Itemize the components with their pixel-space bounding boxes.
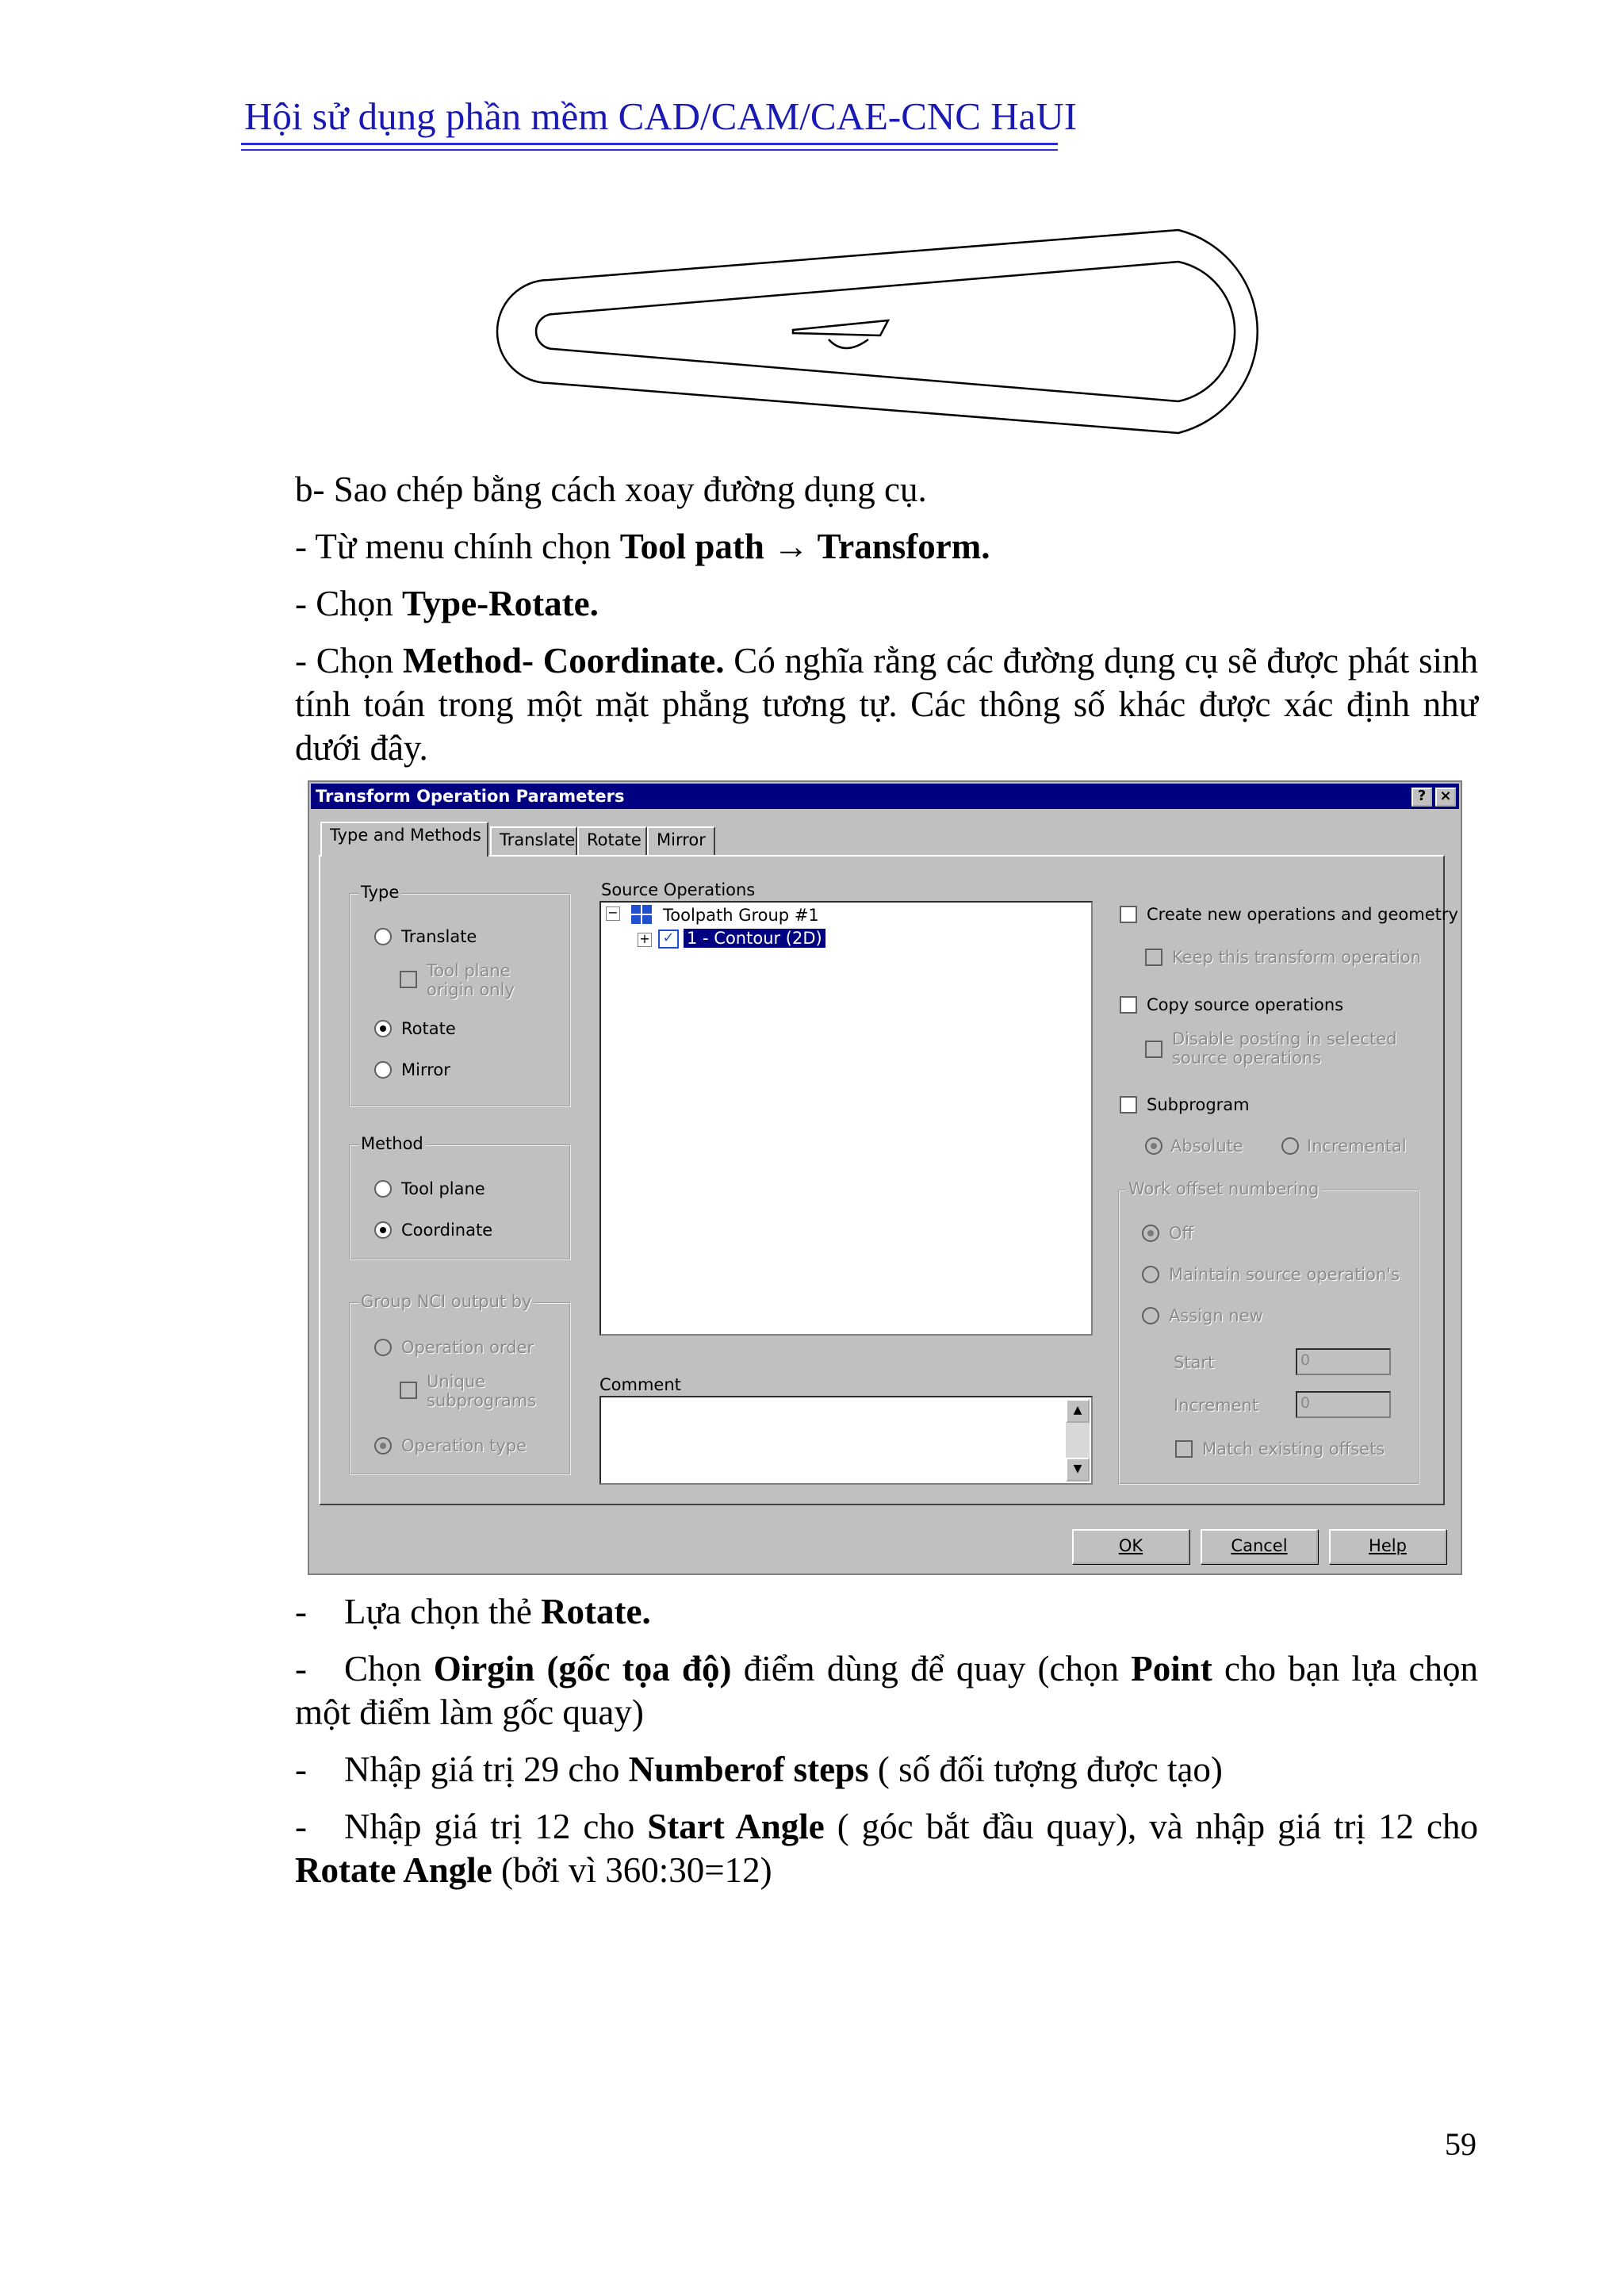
contour-operation-item[interactable]: 1 - Contour (2D) <box>684 929 825 948</box>
tool-plane-origin-label: Tool plane origin only <box>427 961 515 999</box>
checkbox-subprogram[interactable] <box>1120 1096 1137 1114</box>
work-offset-label: Work offset numbering <box>1126 1179 1321 1198</box>
header-rule <box>241 143 1058 145</box>
tab-rotate[interactable]: Rotate <box>577 826 647 855</box>
page-header: Hội sử dụng phần mềm CAD/CAM/CAE-CNC HaUI <box>244 94 1078 138</box>
mirror-label: Mirror <box>401 1060 450 1079</box>
unique-subprograms-label: Unique subprograms <box>427 1372 537 1410</box>
checkbox-copy-source[interactable] <box>1120 996 1137 1014</box>
match-existing-label: Match existing offsets <box>1202 1439 1385 1458</box>
disable-posting-label: Disable posting in selected source operations <box>1172 1029 1397 1068</box>
checkbox-tool-plane-origin[interactable] <box>400 971 417 988</box>
coordinate-label: Coordinate <box>401 1221 493 1240</box>
keep-transform-label: Keep this transform operation <box>1172 948 1422 967</box>
bullet-start-angle: - Nhập giá trị 12 cho Start Angle ( góc bắt đầu quay), và nhập giá trị 12 cho Rotate Angle (bởi vì 360:30=12) <box>295 1807 1478 1890</box>
bullet-select-rotate-tab: - Lựa chọn thẻ Rotate. <box>295 1592 651 1631</box>
header-rule-secondary <box>241 149 1058 151</box>
transform-dialog <box>308 780 1462 1575</box>
toolpath-group-icon <box>631 905 653 926</box>
radio-coordinate[interactable] <box>374 1221 392 1239</box>
radio-rotate[interactable] <box>374 1020 392 1037</box>
type-group-label: Type <box>358 883 401 902</box>
checkbox-keep-transform[interactable] <box>1145 949 1162 966</box>
translate-label: Translate <box>401 927 477 946</box>
radio-operation-order[interactable] <box>374 1339 392 1356</box>
bullet-number-of-steps: - Nhập giá trị 29 cho Numberof steps ( số đối tượng được tạo) <box>295 1750 1223 1789</box>
maintain-source-label: Maintain source operation's <box>1169 1265 1400 1284</box>
create-new-label: Create new operations and geometry <box>1147 905 1458 924</box>
method-group <box>349 1144 571 1260</box>
dialog-title: Transform Operation Parameters <box>316 787 625 806</box>
help-button[interactable]: Help <box>1329 1529 1446 1564</box>
tab-translate[interactable]: Translate <box>490 826 577 855</box>
scroll-up-icon[interactable]: ▲ <box>1066 1399 1090 1423</box>
paragraph-copy-rotate: b- Sao chép bằng cách xoay đường dụng cụ. <box>295 470 927 509</box>
operation-check-icon: ✓ <box>658 930 679 949</box>
paragraph-type-rotate: - Chọn Type-Rotate. <box>295 584 599 623</box>
cancel-button[interactable]: Cancel <box>1201 1529 1318 1564</box>
ok-button[interactable]: OK <box>1072 1529 1189 1564</box>
collapse-icon[interactable]: − <box>606 907 620 921</box>
radio-maintain-source[interactable] <box>1142 1266 1159 1283</box>
expand-icon[interactable]: + <box>638 933 652 947</box>
source-operations-tree[interactable] <box>599 901 1093 1336</box>
dialog-titlebar <box>311 784 1459 809</box>
copy-source-label: Copy source operations <box>1147 995 1344 1014</box>
group-nci-label: Group NCI output by <box>358 1292 534 1311</box>
start-label: Start <box>1174 1353 1215 1372</box>
help-icon[interactable]: ? <box>1411 788 1432 807</box>
radio-incremental[interactable] <box>1281 1137 1299 1155</box>
operation-order-label: Operation order <box>401 1338 534 1357</box>
start-field[interactable]: 0 <box>1296 1348 1391 1375</box>
tab-mirror[interactable]: Mirror <box>647 826 715 855</box>
increment-label: Increment <box>1174 1396 1259 1415</box>
inner-contour <box>536 262 1235 401</box>
comment-scrollbar[interactable] <box>1066 1399 1090 1481</box>
method-group-label: Method <box>358 1134 426 1153</box>
outer-contour <box>497 230 1258 433</box>
radio-tool-plane[interactable] <box>374 1180 392 1198</box>
comment-label: Comment <box>599 1375 681 1394</box>
checkbox-match-existing[interactable] <box>1175 1440 1193 1458</box>
radio-absolute[interactable] <box>1145 1137 1162 1155</box>
page-number: 59 <box>1445 2126 1477 2162</box>
checkbox-unique-subprograms[interactable] <box>400 1382 417 1399</box>
incremental-label: Incremental <box>1307 1137 1407 1156</box>
tab-type-and-methods[interactable]: Type and Methods <box>320 822 488 857</box>
assign-new-label: Assign new <box>1169 1306 1263 1325</box>
paragraph-menu-path: - Từ menu chính chọn Tool path → Transform. <box>295 527 990 566</box>
checkbox-disable-posting[interactable] <box>1145 1041 1162 1058</box>
increment-field[interactable]: 0 <box>1296 1391 1391 1418</box>
comment-textarea[interactable] <box>599 1396 1093 1485</box>
radio-mirror[interactable] <box>374 1061 392 1079</box>
offset-off-label: Off <box>1169 1224 1193 1243</box>
toolpath-figure <box>492 220 1285 443</box>
absolute-label: Absolute <box>1170 1137 1243 1156</box>
operation-type-label: Operation type <box>401 1436 527 1455</box>
source-operations-label: Source Operations <box>601 880 756 899</box>
bullet-select-origin: - Chọn Oirgin (gốc tọa độ) điểm dùng để quay (chọn Point cho bạn lựa chọn một điểm làm gốc quay) <box>295 1649 1479 1732</box>
scroll-down-icon[interactable]: ▼ <box>1066 1458 1090 1481</box>
checkbox-create-new-operations[interactable] <box>1120 906 1137 923</box>
subprogram-label: Subprogram <box>1147 1095 1250 1114</box>
radio-offset-off[interactable] <box>1142 1225 1159 1242</box>
tool-plane-label: Tool plane <box>401 1179 485 1198</box>
toolpath-group-item[interactable]: Toolpath Group #1 <box>663 906 819 925</box>
core-arc <box>829 339 868 348</box>
radio-translate[interactable] <box>374 928 392 945</box>
radio-assign-new[interactable] <box>1142 1307 1159 1324</box>
paragraph-method-coordinate: - Chọn Method- Coordinate. Có nghĩa rằng các đường dụng cụ sẽ được phát sinh tính toán trong một mặt phẳng tương tự. Các thông số khác được xác định như dưới đây. <box>295 641 1478 768</box>
radio-operation-type[interactable] <box>374 1437 392 1455</box>
rotate-label: Rotate <box>401 1019 456 1038</box>
core-contour <box>793 320 888 335</box>
close-icon[interactable]: × <box>1435 788 1456 807</box>
